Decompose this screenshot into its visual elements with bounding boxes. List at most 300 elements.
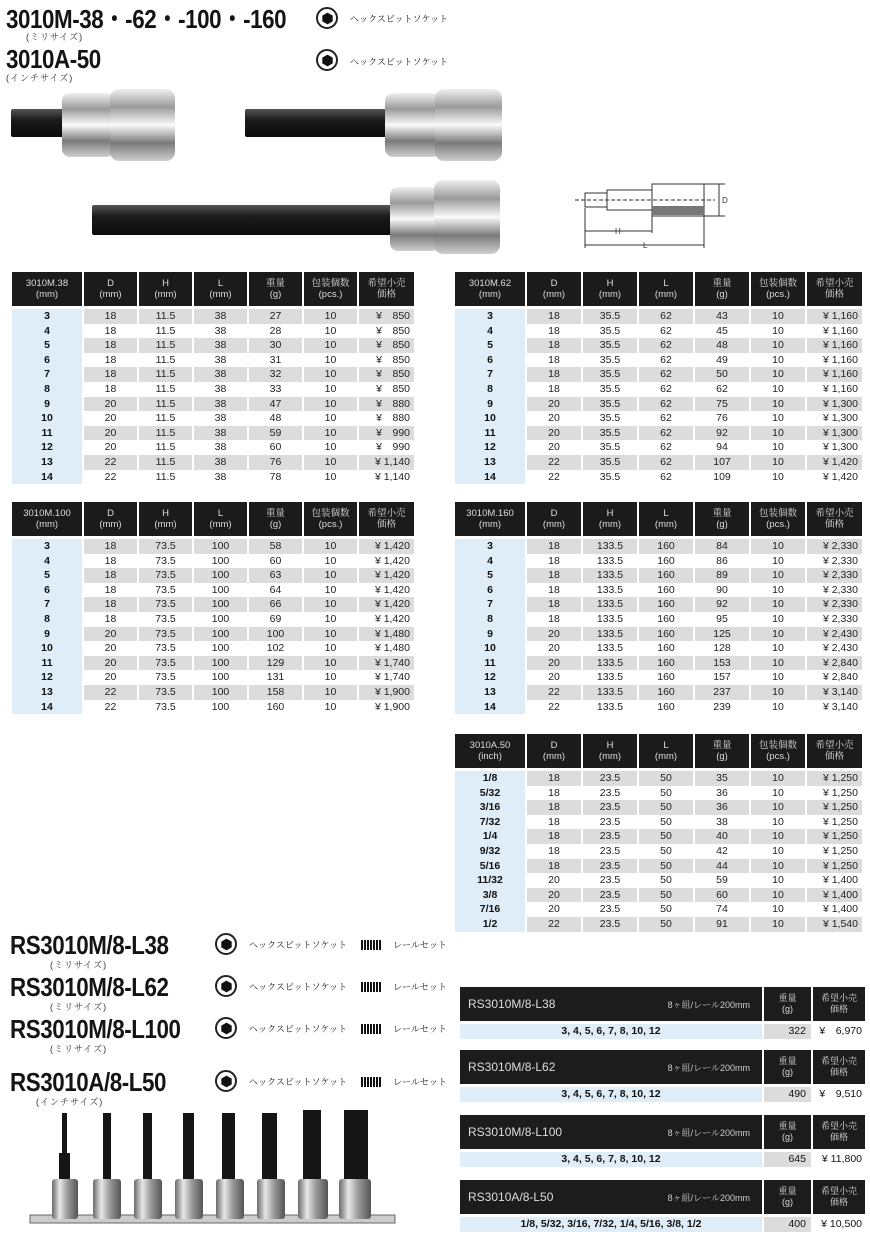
spec-table-3010m-38: 3010M.38 (mm) D (mm) H (mm) L (mm) 重量 (g) 包装個数 (pcs.) 希望小売 価格 3 18 11.5 38 27 10 ¥ 850 4 18 11.5 38 28 10 ¥ 850 5 18 11.5 38 30 10 ¥ 850 6 18 11.5 38 31 10 ¥ 850 7 18 11.5 38 32 10 ¥ 850 8 18 11.5 38 33 10 ¥ 850 9 20 11.5 38 47 10 ¥ 880 10 20 11.5 38 48 10 ¥ 880 11 20 11.5 38 59 10 ¥ 990 12 20 11.5 38 60 10 ¥ 990 13 22 11.5 38 76 10 ¥ 1,140 14 22 11.5 38 78 10 ¥ 1,140 [10,272,416,484]
pack-cell: 10 [772,412,784,425]
weight-cell: 35 [695,771,749,786]
price-cell: ¥ 1,300 [807,397,862,412]
table-row [455,338,862,353]
table-row [12,397,414,412]
h-cell: 73.5 [139,597,192,612]
h-cell: 73.5 [155,554,176,567]
set-sizes: 3, 4, 5, 6, 7, 8, 10, 12 [460,1024,762,1039]
size-cell: 6 [12,583,82,598]
weight-cell: 48 [695,338,749,353]
weight-cell: 128 [713,642,731,655]
l-cell: 50 [639,859,693,874]
l-cell: 38 [194,309,247,324]
d-cell: 18 [527,859,581,874]
set-price: ¥ 10,500 [821,1218,862,1230]
weight-cell: 44 [695,859,749,874]
price-cell: ¥ 2,430 [807,627,862,642]
h-cell: 73.5 [155,642,176,655]
h-cell: 35.5 [599,353,621,366]
model-title-inch: 3010A-50 [6,44,101,74]
l-cell: 62 [639,397,693,412]
d-cell: 18 [527,309,581,324]
product-photo-sockets [0,85,520,260]
l-cell: 62 [660,470,672,483]
price-cell: ¥ 1,740 [374,671,410,684]
table-row [12,685,414,700]
h-cell: 23.5 [583,800,637,815]
price-cell: ¥ 2,330 [822,583,858,596]
pack-cell: 10 [751,597,805,612]
pack-cell: 10 [772,642,784,655]
pack-cell: 10 [772,382,784,395]
price-cell: ¥ 1,160 [822,382,858,395]
table-row [455,829,862,844]
size-cell: 7/32 [455,815,525,830]
price-cell: ¥ 2,330 [822,612,858,625]
price-cell: ¥ 1,420 [359,539,414,554]
size-cell: 11 [455,426,525,441]
table-row [455,382,862,397]
d-cell: 18 [527,597,581,612]
price-cell: ¥ 880 [376,412,410,425]
d-cell: 20 [527,888,581,903]
pack-cell: 10 [772,612,784,625]
l-cell: 160 [639,627,693,642]
table-row [12,353,414,368]
rail-set-subtitle: (ミリサイズ) [50,960,108,970]
h-cell: 23.5 [583,917,637,932]
l-cell: 62 [660,412,672,425]
weight-cell: 75 [695,397,749,412]
h-cell: 73.5 [139,539,192,554]
weight-cell: 60 [269,441,282,454]
pack-cell: 10 [751,859,805,874]
spec-table-3010m-62: 3010M.62 (mm) D (mm) H (mm) L (mm) 重量 (g) 包装個数 (pcs.) 希望小売 価格 3 18 35.5 62 43 10 ¥ 1,160 4 18 35.5 62 45 10 ¥ 1,160 5 18 35.5 62 48 10 ¥ 1,160 6 18 35.5 62 49 10 ¥ 1,160 7 18 35.5 62 50 10 ¥ 1,160 8 18 35.5 62 62 10 ¥ 1,160 9 20 35.5 62 75 10 ¥ 1,300 10 20 35.5 62 76 10 ¥ 1,300 11 20 35.5 62 92 10 ¥ 1,300 12 20 35.5 62 94 10 ¥ 1,300 13 22 35.5 62 107 10 ¥ 1,420 14 22 35.5 62 109 10 ¥ 1,420 [453,272,864,484]
price-cell: ¥ 3,140 [807,685,862,700]
pack-cell: 10 [324,324,337,337]
rail-set-title-l50: RS3010A/8-L50 [10,1067,166,1097]
l-cell: 100 [194,597,247,612]
weight-cell: 78 [269,470,282,483]
size-cell: 7 [455,597,525,612]
l-cell: 100 [194,539,247,554]
table-row [12,656,414,671]
pack-cell: 10 [751,397,805,412]
size-cell: 8 [455,382,525,397]
weight-cell: 27 [249,309,302,324]
d-cell: 22 [84,685,137,700]
size-cell: 11 [455,656,525,671]
set-name: RS3010M/8-L38 [468,997,556,1011]
h-cell: 133.5 [583,539,637,554]
d-cell: 18 [548,844,560,857]
rail-set-features: ヘックスビットソケット レールセット [215,933,447,955]
d-cell: 18 [548,612,560,625]
table-row [455,612,862,627]
h-cell: 23.5 [599,903,621,916]
h-cell: 133.5 [596,554,624,567]
d-cell: 18 [104,583,117,596]
size-cell: 14 [12,470,82,485]
d-cell: 20 [527,656,581,671]
h-cell: 11.5 [139,338,192,353]
d-cell: 18 [104,324,117,337]
h-cell: 23.5 [583,829,637,844]
spec-table-3010m-160: 3010M.160 (mm) D (mm) H (mm) L (mm) 重量 (g) 包装個数 (pcs.) 希望小売 価格 3 18 133.5 160 84 10 ¥ 2,330 4 18 133.5 160 86 10 ¥ 2,330 5 18 133.5 160 89 10 ¥ 2,330 6 18 133.5 160 90 10 ¥ 2,330 7 18 133.5 160 92 10 ¥ 2,330 8 18 133.5 160 95 10 ¥ 2,330 9 20 133.5 160 125 10 ¥ 2,430 10 20 133.5 160 128 10 ¥ 2,430 11 20 133.5 160 153 10 ¥ 2,840 12 20 133.5 160 157 10 ¥ 2,840 13 22 133.5 160 237 10 ¥ 3,140 14 22 133.5 160 239 10 ¥ 3,140 [453,502,864,714]
l-cell: 38 [194,426,247,441]
d-cell: 20 [84,656,137,671]
table-unit: (mm) [35,289,59,300]
weight-cell: 76 [716,412,728,425]
l-cell: 100 [194,685,247,700]
h-cell: 133.5 [583,568,637,583]
l-cell: 62 [639,426,693,441]
h-cell: 11.5 [155,412,176,425]
l-cell: 160 [657,700,675,713]
table-row [455,309,862,324]
price-cell: ¥ 2,330 [807,597,862,612]
weight-cell: 131 [266,671,285,684]
price-cell: ¥ 1,160 [822,324,858,337]
h-cell: 23.5 [599,844,621,857]
size-cell: 4 [12,554,82,569]
d-cell: 20 [548,412,560,425]
price-cell: ¥ 1,420 [374,612,410,625]
price-cell: ¥ 1,160 [807,309,862,324]
weight-cell: 33 [269,382,282,395]
h-cell: 35.5 [599,324,621,337]
l-cell: 62 [660,382,672,395]
rail-set-title-l62: RS3010M/8-L62 [10,972,169,1002]
l-cell: 38 [214,353,227,366]
pack-cell: 10 [751,568,805,583]
table-row [455,353,862,368]
table-row [12,426,414,441]
table-row [455,627,862,642]
weight-cell: 102 [266,642,285,655]
table-row [455,397,862,412]
weight-cell: 129 [249,656,302,671]
weight-cell: 60 [269,554,282,567]
weight-cell: 84 [695,539,749,554]
price-cell: ¥ 1,160 [822,353,858,366]
hex-socket-icon [215,975,237,997]
d-cell: 18 [548,583,560,596]
weight-cell: 47 [249,397,302,412]
l-cell: 50 [639,771,693,786]
table-row [455,670,862,685]
d-cell: 20 [104,412,117,425]
price-cell: ¥ 1,400 [807,888,862,903]
pack-cell: 10 [772,324,784,337]
table-title: 3010M.62 [468,278,512,289]
d-cell: 20 [548,441,560,454]
price-cell: ¥ 1,900 [374,700,410,713]
l-cell: 160 [657,554,675,567]
pack-cell: 10 [324,671,337,684]
price-cell: ¥ 1,420 [807,455,862,470]
size-cell: 3 [12,309,82,324]
table-row [12,367,414,382]
h-cell: 35.5 [583,426,637,441]
table-row [455,700,862,715]
weight-cell: 38 [716,815,728,828]
table-row [12,612,414,627]
set-sizes: 1/8, 5/32, 3/16, 7/32, 1/4, 5/16, 3/8, 1/2 [460,1217,762,1232]
size-cell: 4 [455,554,525,569]
pack-cell: 10 [772,815,784,828]
table-row [12,670,414,685]
table-row [455,411,862,426]
pack-cell: 10 [324,554,337,567]
price-cell: ¥ 1,420 [822,470,858,483]
d-cell: 20 [84,426,137,441]
table-row [455,324,862,339]
d-cell: 18 [84,568,137,583]
price-cell: ¥ 1,400 [822,874,858,887]
weight-cell: 32 [249,367,302,382]
weight-cell: 36 [716,786,728,799]
pack-cell: 10 [772,470,784,483]
table-row [12,338,414,353]
size-cell: 3 [455,309,525,324]
weight-cell: 95 [716,612,728,625]
size-cell: 12 [12,670,82,685]
weight-cell: 62 [716,382,728,395]
size-cell: 6 [455,353,525,368]
size-cell: 4 [455,324,525,339]
d-cell: 18 [527,367,581,382]
model-subtitle-inch: (インチサイズ) [6,73,74,83]
table-row [455,656,862,671]
weight-cell: 90 [716,583,728,596]
size-cell: 7 [455,367,525,382]
table-row [455,539,862,554]
pack-cell: 10 [304,597,357,612]
d-cell: 18 [548,554,560,567]
h-cell: 23.5 [583,859,637,874]
l-cell: 62 [660,441,672,454]
pack-cell: 10 [324,700,337,713]
l-cell: 50 [660,815,672,828]
pack-cell: 10 [772,874,784,887]
l-cell: 38 [214,441,227,454]
model-title-metric: 3010M-38・-62・-100・-160 [6,4,287,34]
h-cell: 35.5 [599,382,621,395]
d-cell: 18 [84,338,137,353]
size-cell: 10 [455,411,525,426]
price-cell: ¥ 1,250 [807,771,862,786]
size-cell: 5 [455,568,525,583]
h-cell: 23.5 [583,771,637,786]
price-cell: ¥ 990 [376,441,410,454]
h-cell: 133.5 [583,685,637,700]
weight-cell: 28 [269,324,282,337]
h-cell: 133.5 [596,671,624,684]
size-cell: 13 [455,455,525,470]
set-table-l50: RS3010A/8-L50 8ヶ組/レール200mm 重量 (g) 希望小売 価格 1/8, 5/32, 3/16, 7/32, 1/4, 5/16, 3/8, 1/2 400 ¥ 10,500 [460,1180,865,1232]
weight-cell: 158 [249,685,302,700]
weight-cell: 94 [716,441,728,454]
size-cell: 7 [12,597,82,612]
weight-cell: 74 [716,903,728,916]
h-cell: 133.5 [596,700,624,713]
diagram-label-l: L [643,241,648,250]
size-cell: 11 [12,426,82,441]
weight-cell: 59 [249,426,302,441]
size-cell: 9 [12,397,82,412]
rail-set-icon [361,939,381,950]
d-cell: 18 [527,771,581,786]
price-cell: ¥ 1,480 [374,642,410,655]
l-cell: 62 [639,309,693,324]
price-cell: ¥ 2,330 [807,568,862,583]
d-cell: 22 [104,700,117,713]
d-cell: 20 [548,874,560,887]
weight-cell: 160 [266,700,285,713]
table-row [455,597,862,612]
rail-set-subtitle: (ミリサイズ) [50,1044,108,1054]
table-row [12,539,414,554]
pack-cell: 10 [751,309,805,324]
price-cell: ¥ 2,840 [807,656,862,671]
d-cell: 20 [84,397,137,412]
rail-set-icon [361,1076,381,1087]
set-sizes: 3, 4, 5, 6, 7, 8, 10, 12 [460,1152,762,1167]
table-row [12,324,414,339]
h-cell: 23.5 [599,815,621,828]
set-kit: 8ヶ組/レール200mm [667,999,750,1010]
price-cell: ¥ 850 [359,367,414,382]
l-cell: 160 [657,642,675,655]
price-cell: ¥ 1,420 [374,583,410,596]
table-row [455,440,862,455]
d-cell: 20 [104,671,117,684]
pack-cell: 10 [304,656,357,671]
h-cell: 11.5 [139,455,192,470]
h-cell: 35.5 [583,309,637,324]
pack-cell: 10 [751,426,805,441]
size-cell: 5 [12,338,82,353]
weight-cell: 64 [269,583,282,596]
pack-cell: 10 [324,441,337,454]
table-row [455,859,862,874]
weight-cell: 30 [249,338,302,353]
pack-cell: 10 [772,353,784,366]
table-row [455,844,862,859]
pack-cell: 10 [772,844,784,857]
d-cell: 18 [548,353,560,366]
table-row [455,641,862,656]
h-cell: 11.5 [139,309,192,324]
feature-label: ヘックスビットソケット [350,57,449,67]
l-cell: 38 [194,455,247,470]
l-cell: 38 [214,382,227,395]
weight-cell: 49 [716,353,728,366]
price-cell: ¥ 1,160 [807,338,862,353]
pack-cell: 10 [772,903,784,916]
h-cell: 23.5 [599,874,621,887]
price-cell: ¥ 2,330 [822,554,858,567]
model-subtitle-metric: (ミリサイズ) [26,32,84,42]
weight-cell: 91 [695,917,749,932]
pack-cell: 10 [324,583,337,596]
table-row [455,470,862,485]
set-table-l38: RS3010M/8-L38 8ヶ組/レール200mm 重量 (g) 希望小売 価格 3, 4, 5, 6, 7, 8, 10, 12 322 ¥ 6,970 [460,987,865,1039]
l-cell: 160 [639,597,693,612]
l-cell: 160 [657,612,675,625]
size-cell: 10 [455,641,525,656]
table-row [455,426,862,441]
price-cell: ¥ 1,420 [359,568,414,583]
l-cell: 38 [194,367,247,382]
pack-cell: 10 [304,397,357,412]
pack-cell: 10 [751,627,805,642]
size-cell: 9 [455,397,525,412]
pack-cell: 10 [772,583,784,596]
h-cell: 35.5 [583,455,637,470]
pack-cell: 10 [772,700,784,713]
price-cell: ¥ 1,740 [359,656,414,671]
table-row [12,641,414,656]
size-cell: 11 [12,656,82,671]
table-title: 3010M.100 [23,508,71,519]
h-cell: 11.5 [139,397,192,412]
d-cell: 18 [527,539,581,554]
weight-cell: 237 [695,685,749,700]
table-row [12,597,414,612]
pack-cell: 10 [324,412,337,425]
pack-cell: 10 [751,771,805,786]
rail-set-subtitle: (ミリサイズ) [50,1002,108,1012]
price-cell: ¥ 1,140 [359,455,414,470]
price-cell: ¥ 850 [376,324,410,337]
rail-set-subtitle: (インチサイズ) [36,1097,104,1107]
pack-cell: 10 [772,671,784,684]
d-cell: 22 [84,455,137,470]
set-table-l100: RS3010M/8-L100 8ヶ組/レール200mm 重量 (g) 希望小売 価格 3, 4, 5, 6, 7, 8, 10, 12 645 ¥ 11,800 [460,1115,865,1167]
table-row [12,455,414,470]
h-cell: 73.5 [139,568,192,583]
weight-cell: 107 [695,455,749,470]
table-row [12,411,414,426]
l-cell: 100 [194,568,247,583]
h-cell: 35.5 [599,441,621,454]
pack-cell: 10 [304,627,357,642]
pack-cell: 10 [751,888,805,903]
l-cell: 62 [639,455,693,470]
weight-cell: 43 [695,309,749,324]
weight-cell: 125 [695,627,749,642]
set-name: RS3010M/8-L100 [468,1125,563,1139]
pack-cell: 10 [772,441,784,454]
size-cell: 8 [12,612,82,627]
weight-cell: 109 [713,470,731,483]
pack-cell: 10 [324,353,337,366]
l-cell: 100 [211,554,230,567]
price-cell: ¥ 3,140 [822,700,858,713]
price-cell: ¥ 1,250 [822,844,858,857]
price-cell: ¥ 990 [359,426,414,441]
size-cell: 3 [12,539,82,554]
d-cell: 22 [104,470,117,483]
weight-cell: 153 [695,656,749,671]
size-cell: 5/16 [455,859,525,874]
pack-cell: 10 [751,829,805,844]
pack-cell: 10 [304,426,357,441]
size-cell: 12 [455,440,525,455]
d-cell: 18 [104,382,117,395]
